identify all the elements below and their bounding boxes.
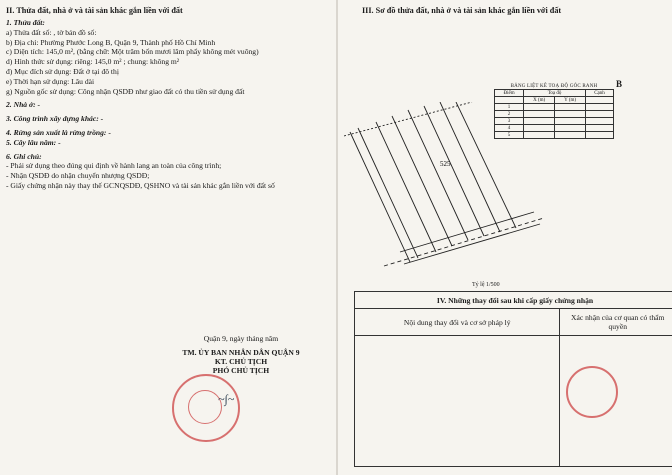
address: b) Địa chỉ: Phường Phước Long B, Quận 9, Thành phố Hồ Chí Minh <box>6 37 216 47</box>
coordinate-table-caption: BẢNG LIỆT KÊ TOẠ ĐỘ GÓC RANH <box>510 84 598 89</box>
note-item: - Nhận QSDĐ do nhận chuyển nhượng QSDĐ; <box>6 171 150 181</box>
section-3-title: III. Sơ đồ thửa đất, nhà ở và tài sản khác gắn liền với đất <box>362 6 562 15</box>
house-heading: 2. Nhà ở: - <box>6 100 41 110</box>
changes-content-cell <box>355 336 560 467</box>
area: c) Diện tích: 145,0 m², (bằng chữ: Một trăm bốn mươi lăm phẩy không mét vuông) <box>6 47 259 57</box>
sign-kt: KT. CHỦ TỊCH <box>214 357 268 366</box>
coord-header: Điểm <box>495 90 524 97</box>
red-seal-stamp-right <box>566 366 618 418</box>
coord-row-point: 1 <box>495 104 524 111</box>
changes-table <box>354 291 672 467</box>
usage-form: d) Hình thức sử dụng: riêng: 145,0 m² ; chung: không m² <box>6 57 180 67</box>
note-item: - Giấy chứng nhận này thay thế GCNQSDĐ, QSHNO và tài sản khác gắn liền với đất số <box>6 180 275 190</box>
signature-block <box>156 334 326 375</box>
page-fold <box>336 0 338 475</box>
right-page <box>344 6 668 468</box>
note-item: - Phải sử dụng theo đúng qui định về hành lang an toàn của công trình; <box>6 161 222 171</box>
signature-mark: ~∫~ <box>218 392 235 406</box>
changes-col-content: Nội dung thay đổi và cơ sở pháp lý <box>355 309 560 336</box>
section-2-title: II. Thửa đất, nhà ở và tài sản khác gắn liền với đất <box>6 6 183 15</box>
coord-row-point: 5 <box>495 132 524 139</box>
usage-purpose: đ) Mục đích sử dụng: Đất ở tại đô thị <box>6 66 119 76</box>
coord-row-point: 4 <box>495 125 524 132</box>
plot-number-label: 525 <box>440 160 451 168</box>
section-4-title: IV. Những thay đổi sau khi cấp giấy chứng nhận <box>355 292 672 309</box>
sign-position: PHÓ CHỦ TỊCH <box>212 366 270 375</box>
scale-label: Tỷ lệ 1/500 <box>472 282 500 288</box>
coord-subheader: Y (m) <box>555 97 586 104</box>
perennial-trees-heading: 5. Cây lâu năm: - <box>6 137 61 147</box>
coord-row-point: 2 <box>495 111 524 118</box>
usage-origin: g) Nguồn gốc sử dụng: Công nhận QSDĐ như giao đất có thu tiền sử dụng đất <box>6 86 245 96</box>
sign-organization: TM. ỦY BAN NHÂN DÂN QUẬN 9 <box>182 348 300 357</box>
notes-heading: 6. Ghi chú: <box>6 151 42 161</box>
plot-diagram <box>344 102 574 277</box>
coord-header: Cạnh <box>586 90 614 97</box>
sign-date: Quận 9, ngày tháng năm <box>203 334 279 343</box>
coord-subheader: X (m) <box>524 97 555 104</box>
left-page <box>6 6 332 468</box>
b-marker: B <box>616 79 623 89</box>
usage-term: e) Thời hạn sử dụng: Lâu dài <box>6 76 95 86</box>
coord-header: Toạ độ <box>524 90 586 97</box>
coord-row-point: 3 <box>495 118 524 125</box>
land-plot-heading: 1. Thửa đất: <box>6 18 45 27</box>
red-seal-stamp-inner <box>188 390 222 424</box>
changes-col-confirm: Xác nhận của cơ quan có thẩm quyền <box>560 309 672 336</box>
plot-number: a) Thửa đất số: , tờ bản đồ số: <box>6 27 97 37</box>
forest-heading: 4. Rừng sản xuất là rừng trồng: - <box>6 127 111 137</box>
other-construction-heading: 3. Công trình xây dựng khác: - <box>6 114 104 124</box>
